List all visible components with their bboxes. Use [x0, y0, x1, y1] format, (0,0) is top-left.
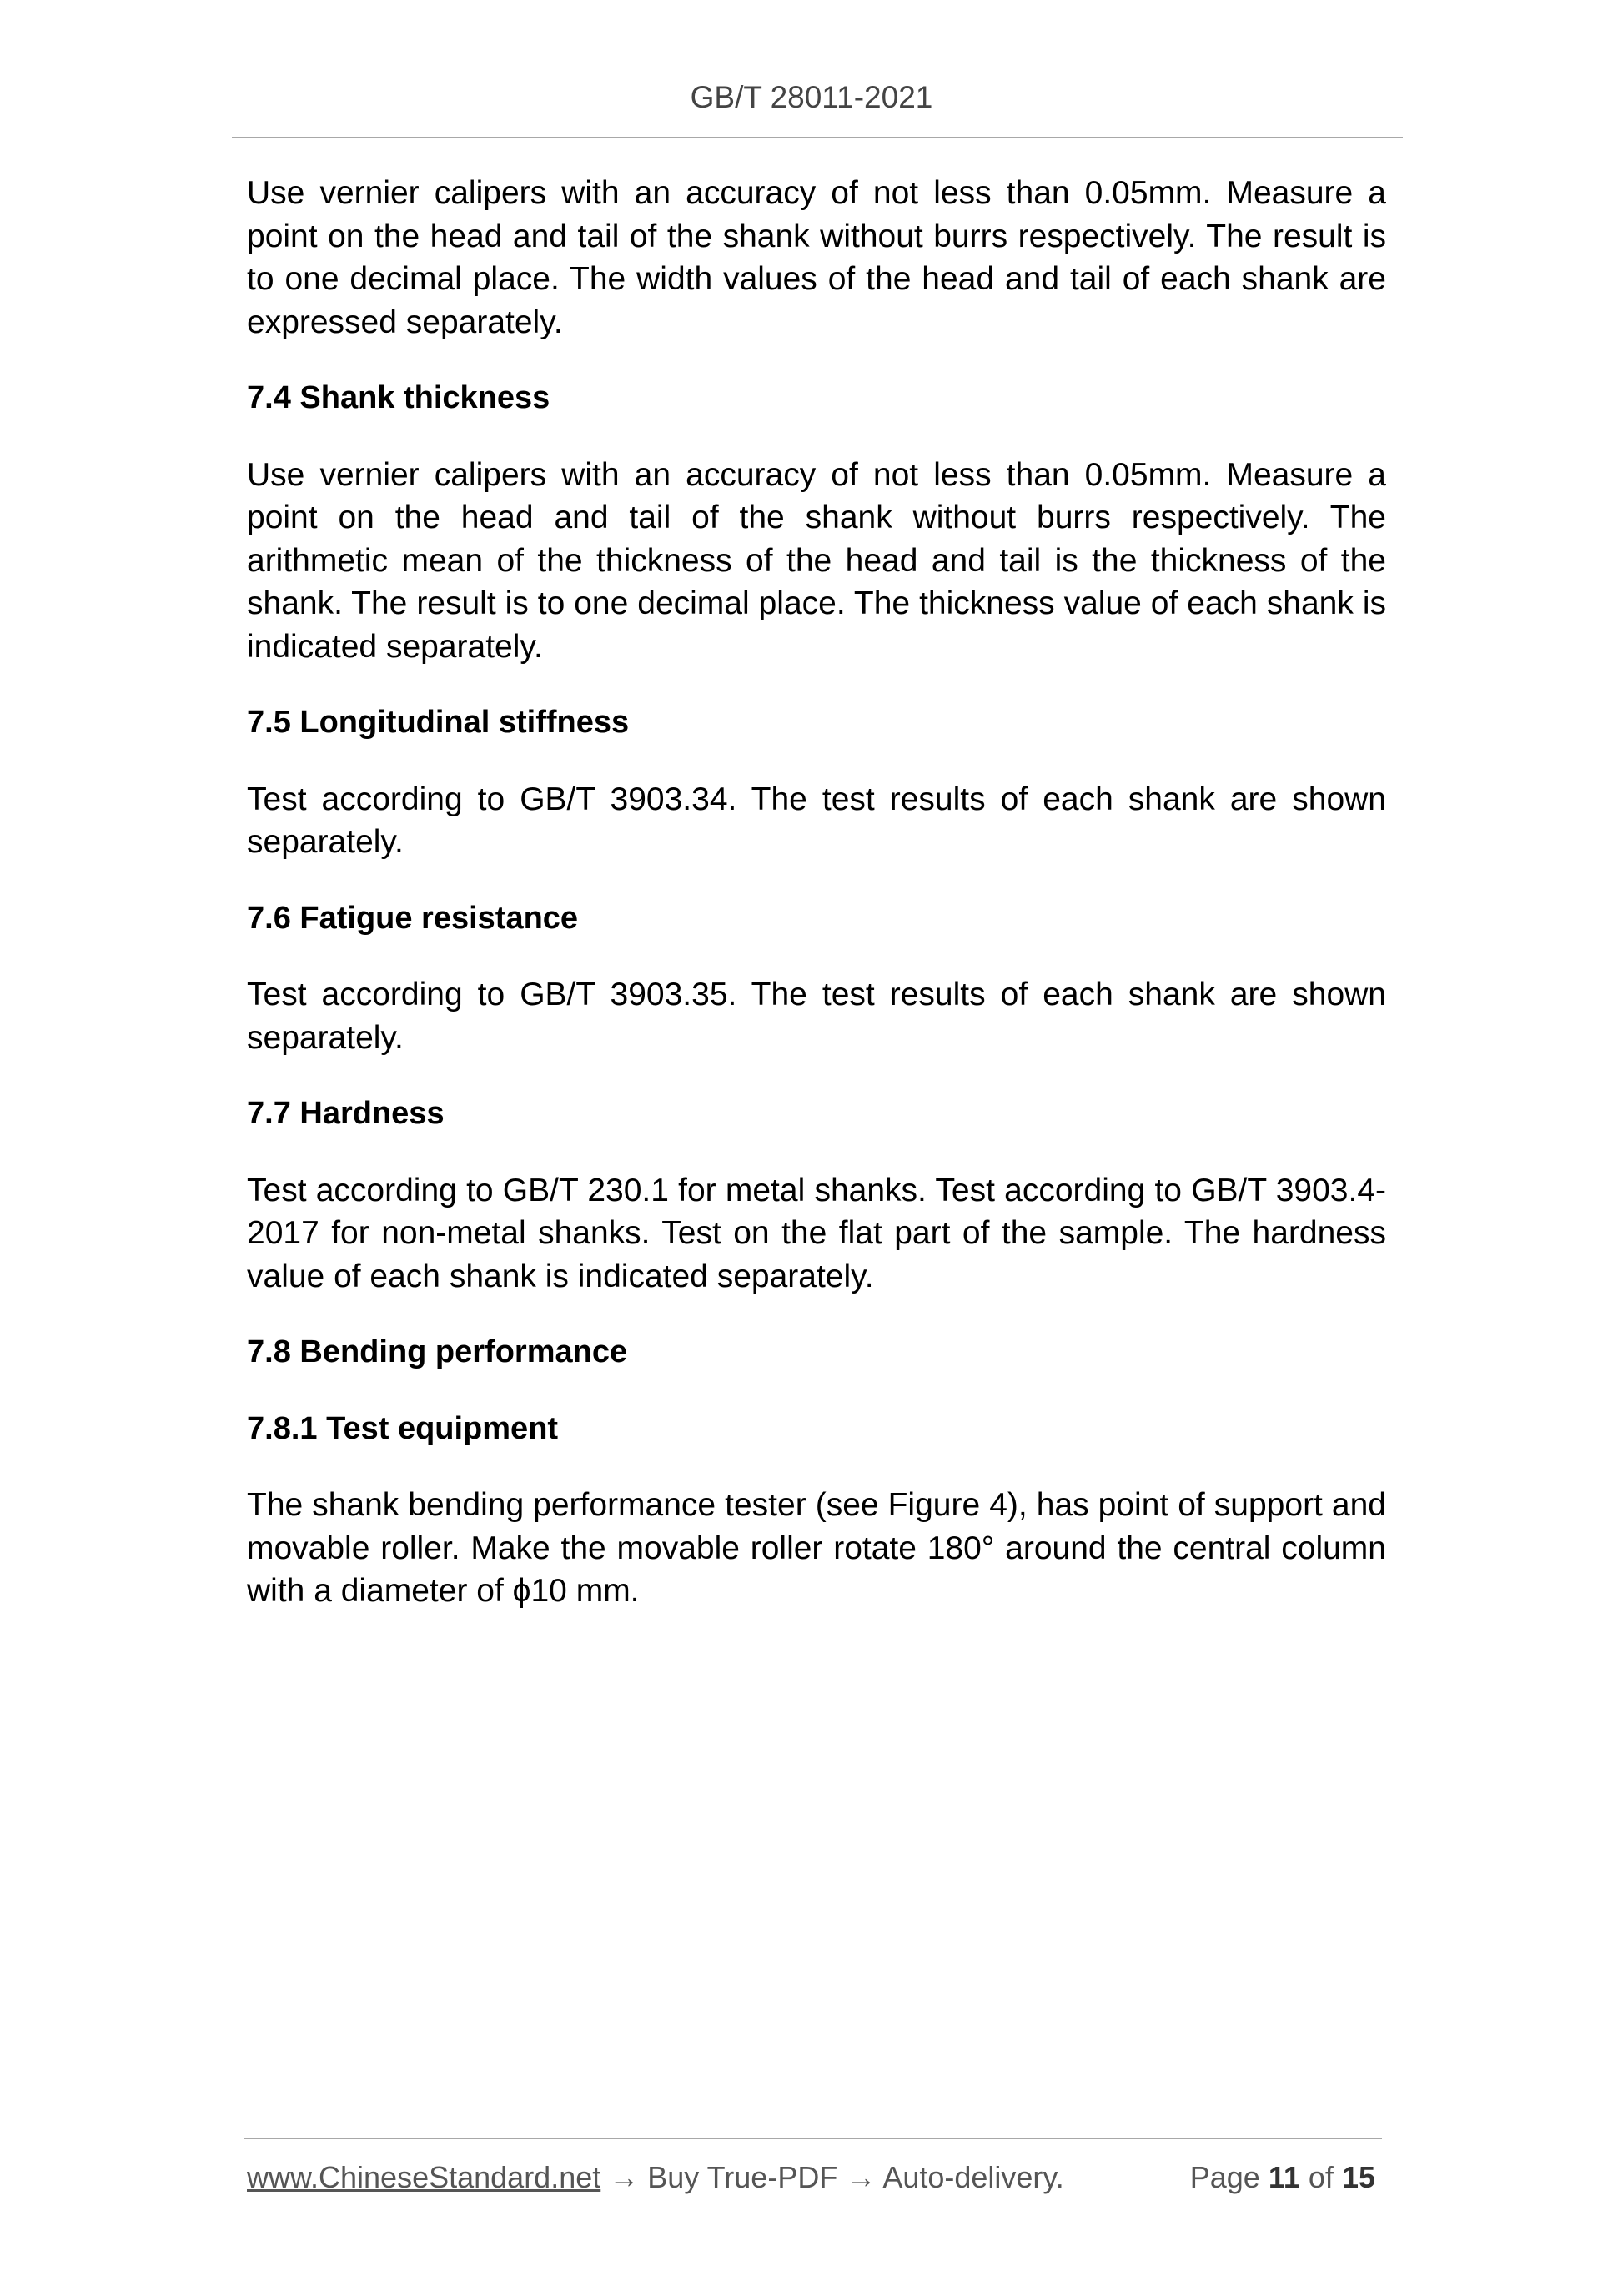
paragraph-width-measurement: Use vernier calipers with an accuracy of not less than 0.05mm. Measure a point on the head and tail of the shank without burrs respectively. The result is to one decimal place. The width values of the head and tail of each shank are expressed separately.: [247, 175, 1386, 340]
heading-7-4-shank-thickness: 7.4 Shank thickness: [247, 380, 550, 415]
heading-7-8-bending-performance: 7.8 Bending performance: [247, 1334, 628, 1369]
footer-tagline: → Buy True-PDF → Auto-delivery.: [600, 2160, 1064, 2194]
heading-7-7-hardness: 7.7 Hardness: [247, 1096, 445, 1131]
paragraph-test-equipment: The shank bending performance tester (see Figure 4), has point of support and movable roller. Make the movable roller rotate 180° around the central column with a diameter of ϕ10 mm.: [247, 1487, 1386, 1609]
header-divider: [232, 137, 1403, 138]
heading-7-5-longitudinal-stiffness: 7.5 Longitudinal stiffness: [247, 705, 630, 740]
footer-divider: [244, 2138, 1382, 2139]
paragraph-fatigue-resistance: Test according to GB/T 3903.35. The test results of each shank are shown separately.: [247, 977, 1386, 1056]
of-label: of: [1308, 2160, 1334, 2194]
page-total: 15: [1341, 2160, 1375, 2194]
footer-promo: [247, 2158, 1064, 2197]
heading-7-8-1-test-equipment: 7.8.1 Test equipment: [247, 1410, 559, 1446]
document-body: [247, 172, 1386, 1646]
page-label: Page: [1189, 2160, 1260, 2194]
page-indicator: [1190, 2158, 1375, 2197]
paragraph-shank-thickness: Use vernier calipers with an accuracy of not less than 0.05mm. Measure a point on the head and tail of the shank without burrs respectively. The arithmetic mean of the thickness of the head and tail is the thickness of the shank. The result is to one decimal place. The thickness value of each shank is indicated separately.: [247, 456, 1386, 665]
paragraph-hardness: Test according to GB/T 230.1 for metal shanks. Test according to GB/T 3903.4-2017 for non-metal shanks. Test on the flat part of the sample. The hardness value of each shank is indicated separately.: [247, 1172, 1386, 1294]
page-header-title: GB/T 28011-2021: [690, 80, 933, 114]
paragraph-longitudinal-stiffness: Test according to GB/T 3903.34. The test results of each shank are shown separately.: [247, 781, 1386, 860]
website-link[interactable]: www.ChineseStandard.net: [247, 2160, 601, 2194]
heading-7-6-fatigue-resistance: 7.6 Fatigue resistance: [247, 900, 579, 936]
page-number: 11: [1268, 2160, 1300, 2194]
